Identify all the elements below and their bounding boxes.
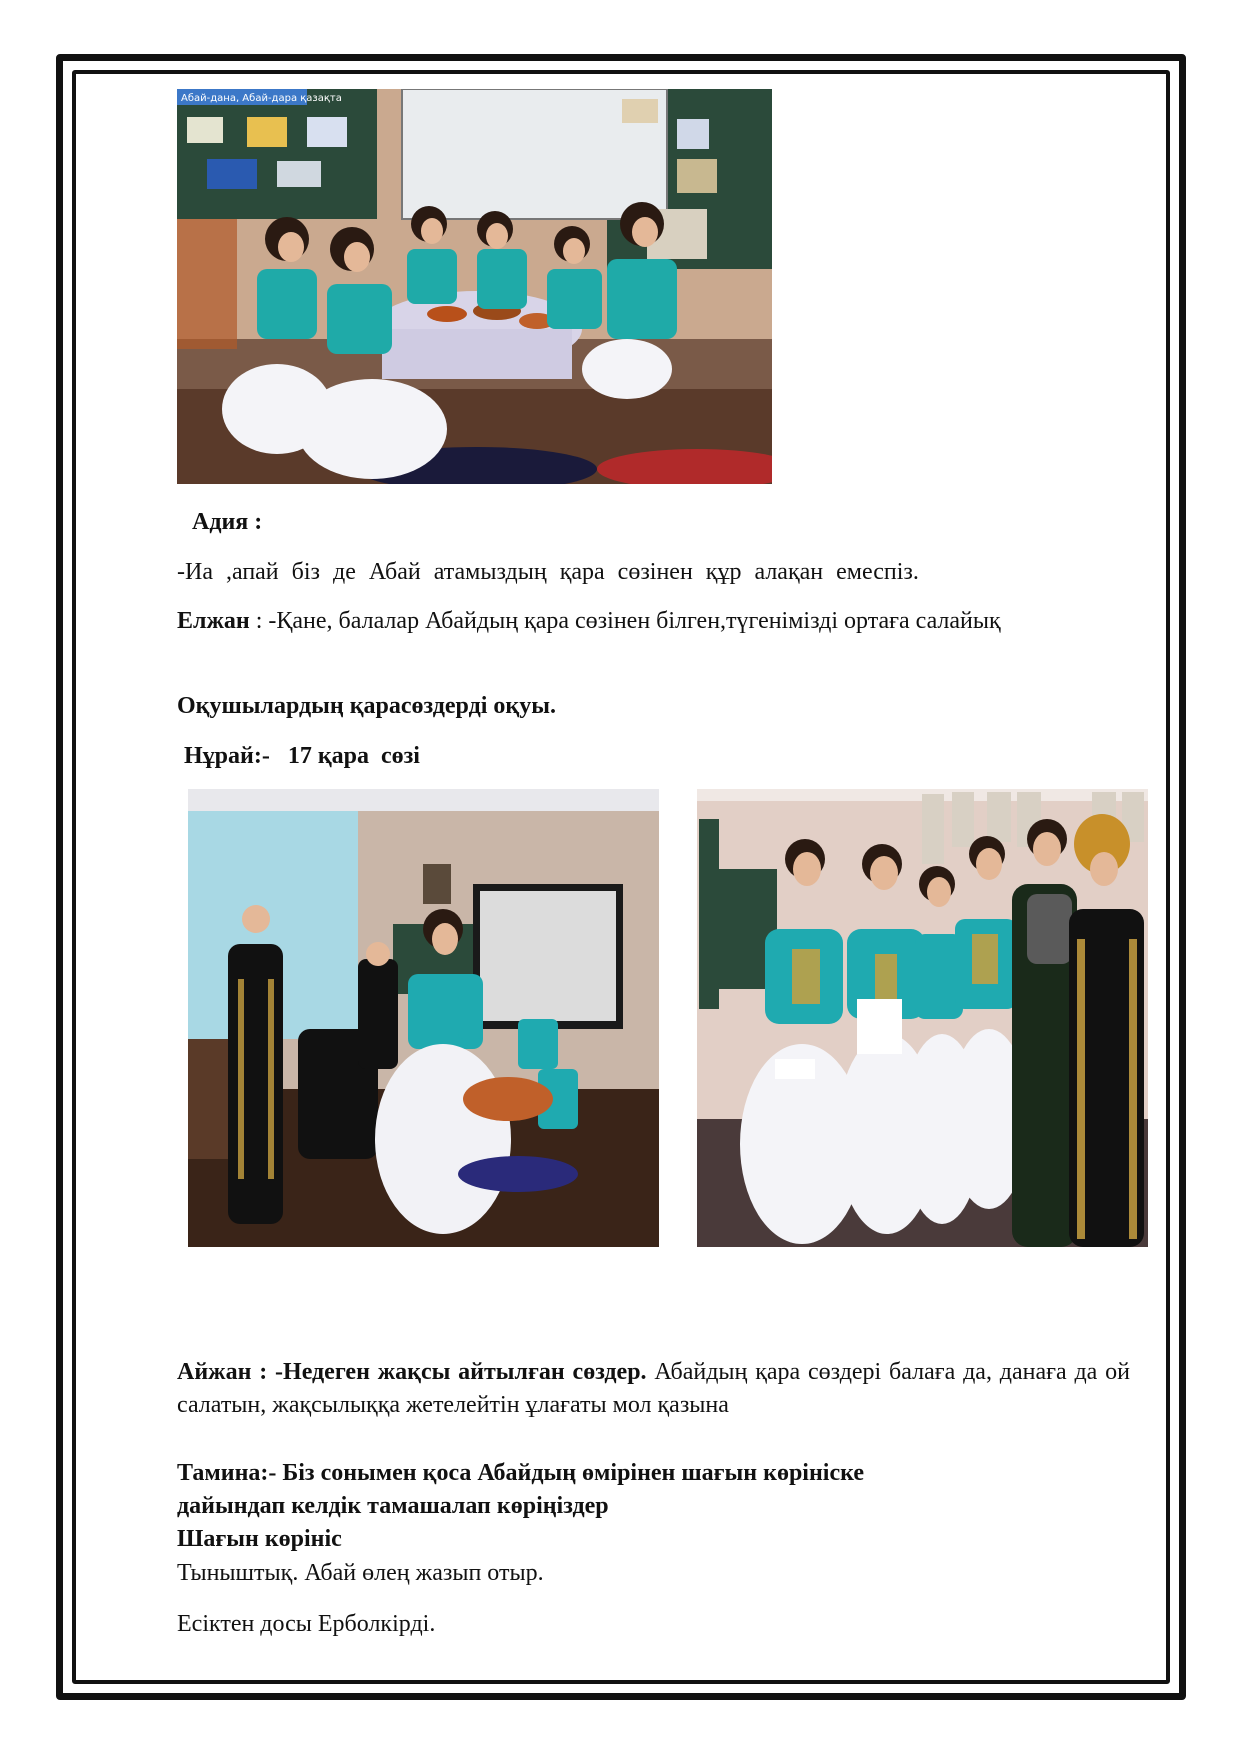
tamina-line-2: дайындап келдік тамашалап көріңіздер: [177, 1493, 609, 1519]
reading-heading: Оқушылардың қарасөздерді оқуы.: [177, 693, 556, 719]
photo-students-dastarkhan: [177, 89, 772, 484]
scene-line-2: Есіктен досы Ерболкірді.: [177, 1611, 436, 1637]
speaker-adiya: Адия :: [192, 509, 263, 535]
photo-girl-reading: [188, 789, 659, 1247]
tamina-line-1: Тамина:- Біз сонымен қоса Абайдың өмірінен шағын көрініске: [177, 1460, 864, 1486]
elzhan-paragraph: [177, 605, 1130, 638]
aizhan-rest: Абайдың қара сөздері балаға да, данаға да ой салатын, жақсылыққа жетелейтін ұлағаты мол қазына: [177, 1359, 1130, 1418]
adiya-line: -Иа ,апай біз де Абай атамыздың қара сөзінен құр алақан емеспіз.: [177, 559, 919, 585]
scene-heading: Шағын көрініс: [177, 1526, 342, 1552]
photo-students-standing: [697, 789, 1148, 1247]
scene-line-1: Тыныштық. Абай өлең жазып отыр.: [177, 1560, 544, 1586]
photo-banner-text: Абай-дана, Абай-дара қазақта: [181, 93, 342, 104]
nurai-line: Нұрай:- 17 қара сөзі: [184, 743, 420, 769]
aizhan-paragraph: [177, 1356, 1130, 1422]
aizhan-bold: Айжан : -Недеген жақсы айтылған сөздер.: [177, 1359, 647, 1385]
speaker-elzhan: Елжан: [177, 608, 250, 634]
elzhan-line: : -Қане, балалар Абайдың қара сөзінен білген,түгенімізді ортаға салайық: [249, 608, 1001, 634]
